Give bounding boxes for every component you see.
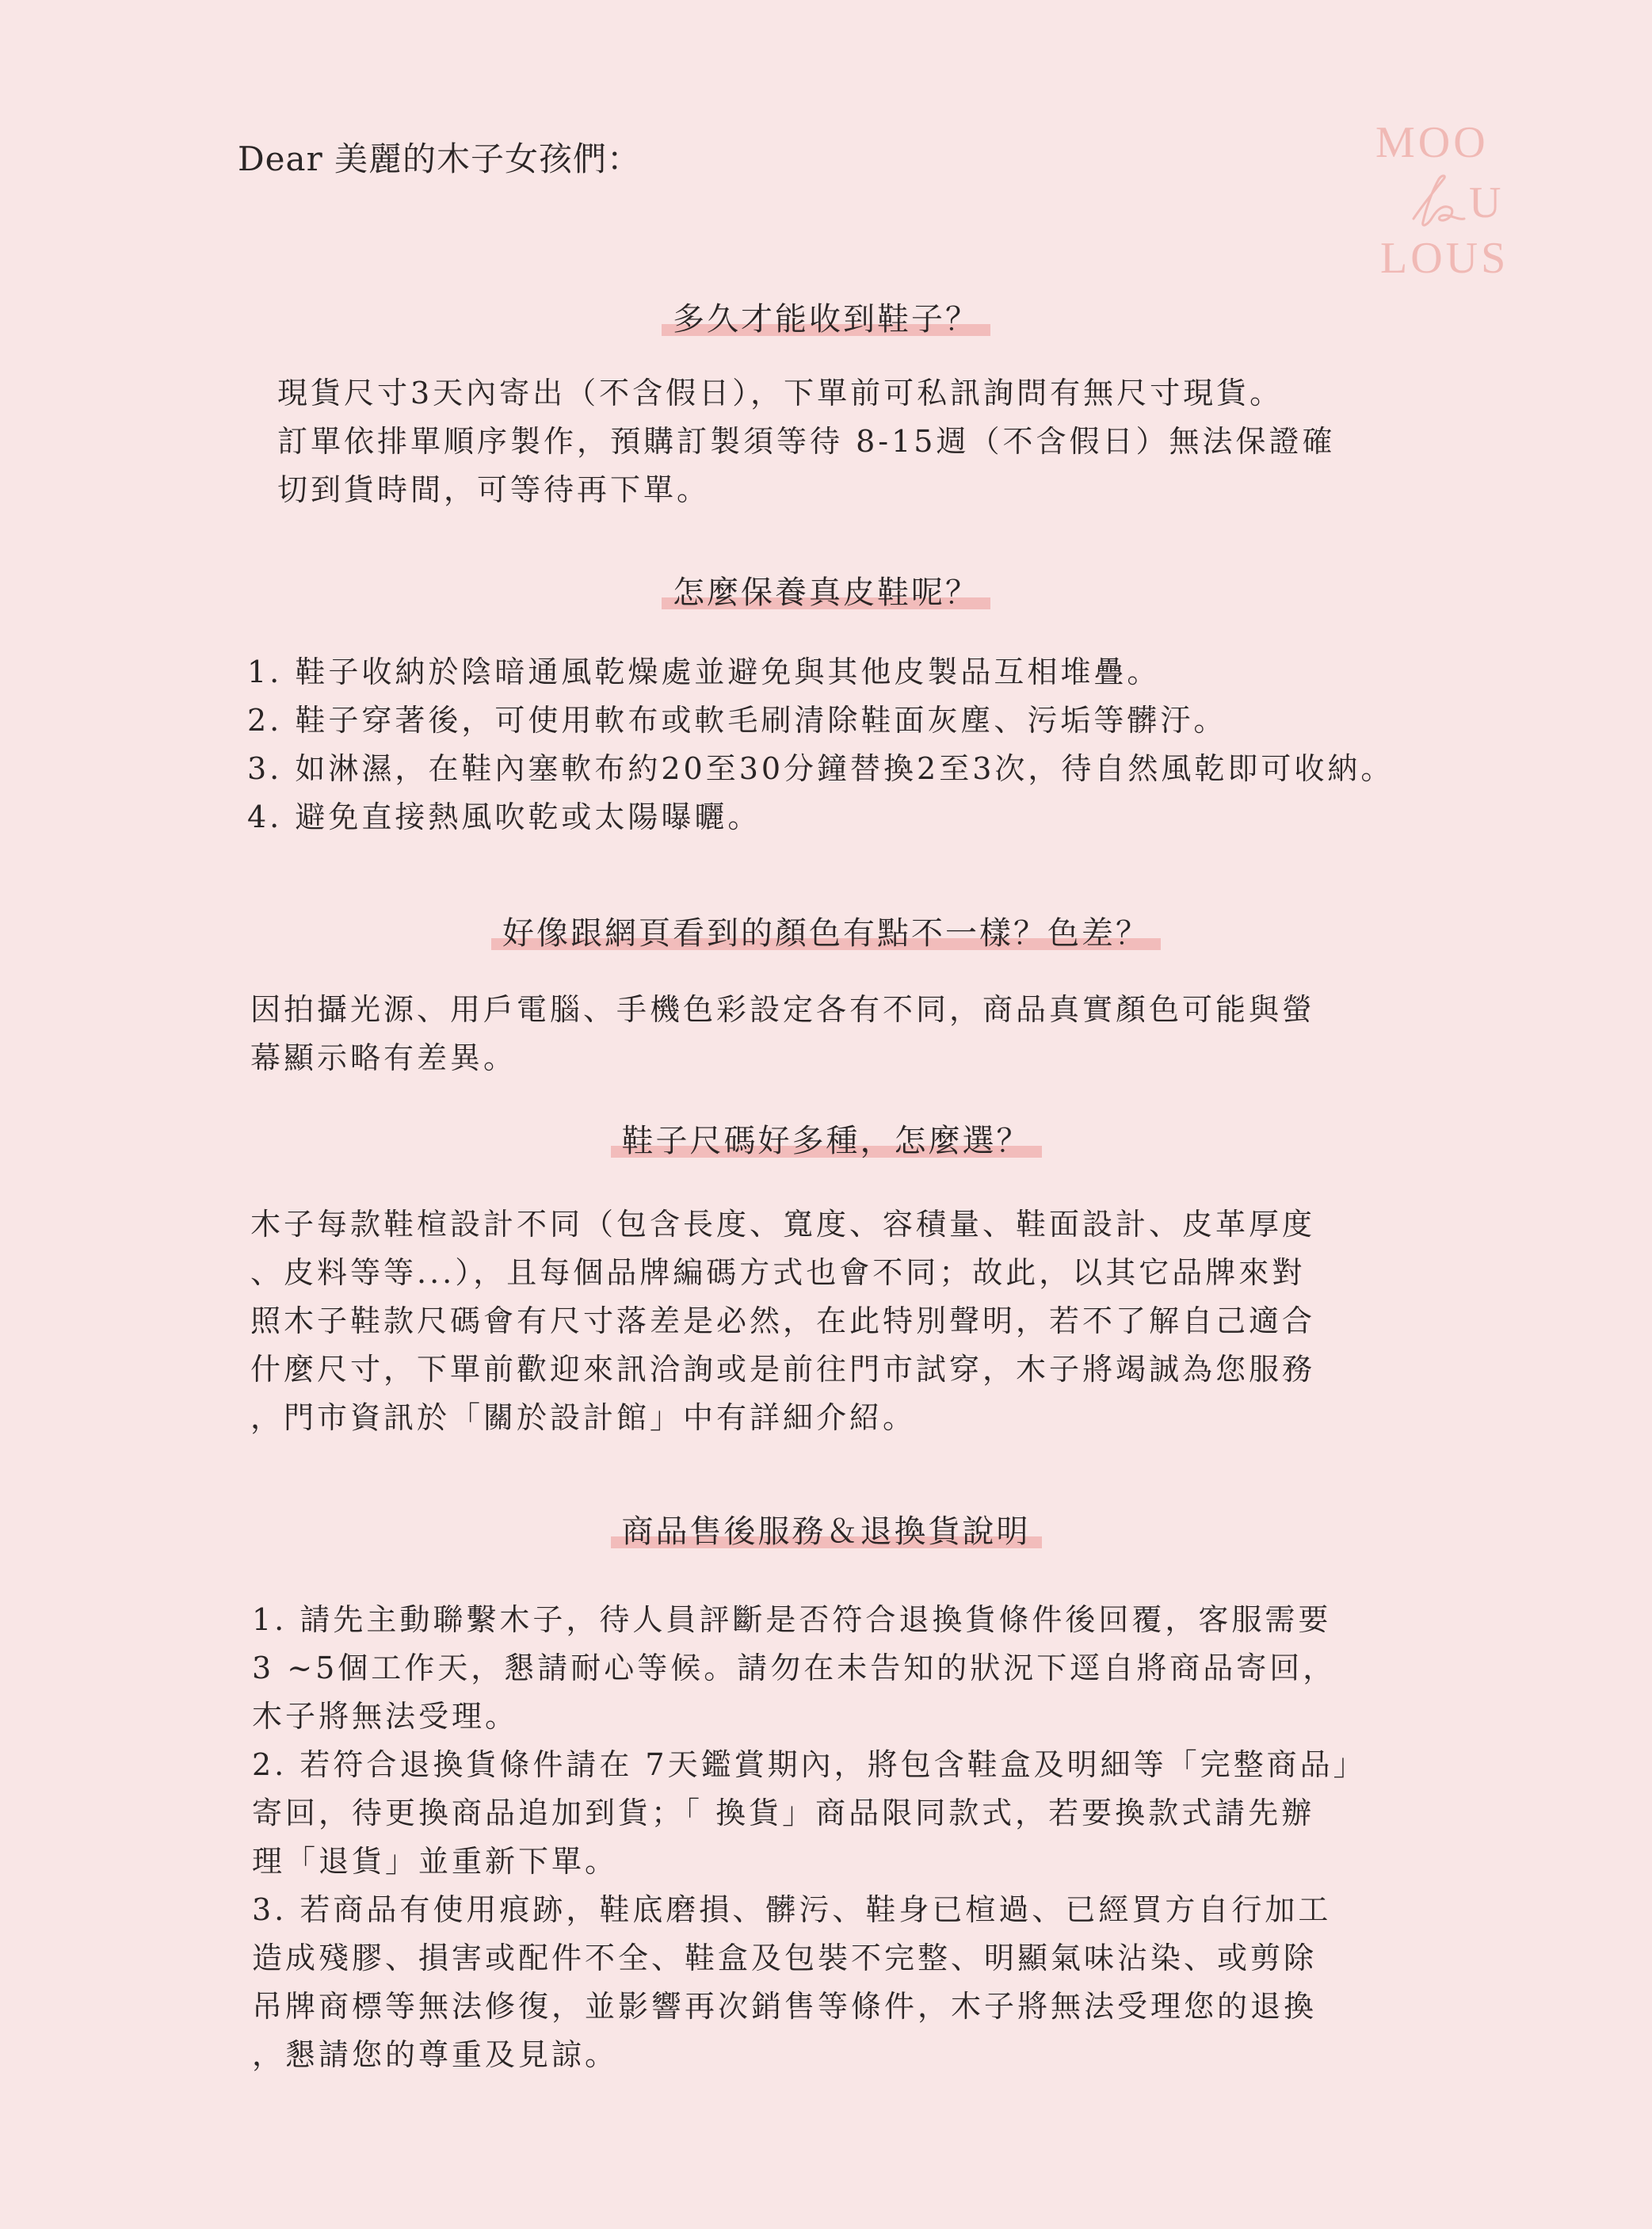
- section-2-body: [247, 648, 1394, 842]
- body-line: 3 ~5個工作天，懇請耐心等候。請勿在未告知的狀況下逕自將商品寄回，: [252, 1651, 1337, 1685]
- body-line: 照木子鞋款尺碼會有尺寸落差是必然，在此特別聲明，若不了解自己適合: [250, 1303, 1316, 1338]
- body-line: 4. 避免直接熱風吹乾或太陽曝曬。: [247, 800, 761, 834]
- body-line: 2. 鞋子穿著後，可使用軟布或軟毛刷清除鞋面灰塵、污垢等髒汙。: [247, 703, 1227, 738]
- body-line: 訂單依排單順序製作，預購訂製須等待 8-15週（不含假日）無法保證確: [277, 424, 1336, 459]
- section-3-heading-row: [0, 914, 1652, 953]
- brand-logo: [1371, 120, 1521, 287]
- body-line: 木子將無法受理。: [252, 1699, 519, 1734]
- logo-script-mark-icon: [1406, 173, 1469, 230]
- section-4-heading-row: [0, 1121, 1652, 1161]
- body-line: 吊牌商標等無法修復，並影響再次銷售等條件，木子將無法受理您的退換: [252, 1989, 1318, 2024]
- body-line: 造成殘膠、損害或配件不全、鞋盒及包裝不完整、明顯氣味沾染、或剪除: [252, 1941, 1318, 1975]
- logo-line-1: MOO: [1375, 118, 1489, 167]
- section-5-body: [252, 1596, 1367, 2079]
- section-1-body: [277, 369, 1335, 514]
- section-heading: 怎麼保養真皮鞋呢？: [662, 573, 990, 613]
- body-line: 木子每款鞋楦設計不同（包含長度、寬度、容積量、鞋面設計、皮革厚度: [250, 1207, 1316, 1242]
- section-heading: 商品售後服務＆退換貨說明: [611, 1512, 1042, 1552]
- body-line: 2. 若符合退換貨條件請在 7天鑑賞期內，將包含鞋盒及明細等「完整商品」: [252, 1747, 1367, 1782]
- body-line: 1. 請先主動聯繫木子，待人員評斷是否符合退換貨條件後回覆，客服需要: [252, 1602, 1332, 1637]
- body-line: 、皮料等等...），且每個品牌編碼方式也會不同；故此，以其它品牌來對: [250, 1255, 1306, 1290]
- section-heading: 多久才能收到鞋子？: [662, 300, 990, 339]
- section-5-heading-row: [0, 1512, 1652, 1552]
- body-line: 理「退貨」並重新下單。: [252, 1844, 619, 1879]
- logo-line-2: U: [1469, 178, 1501, 227]
- section-2-heading-row: [0, 573, 1652, 613]
- body-line: 切到貨時間，可等待再下單。: [277, 472, 711, 507]
- body-line: ，懇請您的尊重及見諒。: [252, 2037, 619, 2072]
- body-line: ，門市資訊於「關於設計館」中有詳細介紹。: [250, 1400, 917, 1435]
- section-heading: 好像跟網頁看到的顏色有點不一樣？色差？: [491, 914, 1161, 953]
- body-line: 寄回，待更換商品追加到貨；「 換貨」商品限同款式，若要換款式請先辦: [252, 1796, 1315, 1830]
- body-line: 什麼尺寸，下單前歡迎來訊洽詢或是前往門市試穿，木子將竭誠為您服務: [250, 1352, 1316, 1387]
- body-line: 因拍攝光源、用戶電腦、手機色彩設定各有不同，商品真實顏色可能與螢: [250, 992, 1316, 1027]
- body-line: 現貨尺寸3天內寄出（不含假日），下單前可私訊詢問有無尺寸現貨。: [277, 376, 1284, 410]
- logo-line-3: LOUS: [1380, 234, 1509, 283]
- section-4-body: [250, 1200, 1315, 1442]
- body-line: 幕顯示略有差異。: [250, 1040, 517, 1075]
- section-heading: 鞋子尺碼好多種，怎麼選？: [611, 1121, 1042, 1161]
- body-line: 1. 鞋子收納於陰暗通風乾燥處並避免與其他皮製品互相堆疊。: [247, 655, 1161, 689]
- greeting: Dear 美麗的木子女孩們：: [238, 139, 641, 178]
- body-line: 3. 如淋濕，在鞋內塞軟布約20至30分鐘替換2至3次，待自然風乾即可收納。: [247, 751, 1394, 786]
- section-3-body: [250, 986, 1315, 1082]
- section-1-heading-row: [0, 300, 1652, 339]
- body-line: 3. 若商品有使用痕跡，鞋底磨損、髒污、鞋身已楦過、已經買方自行加工: [252, 1892, 1332, 1927]
